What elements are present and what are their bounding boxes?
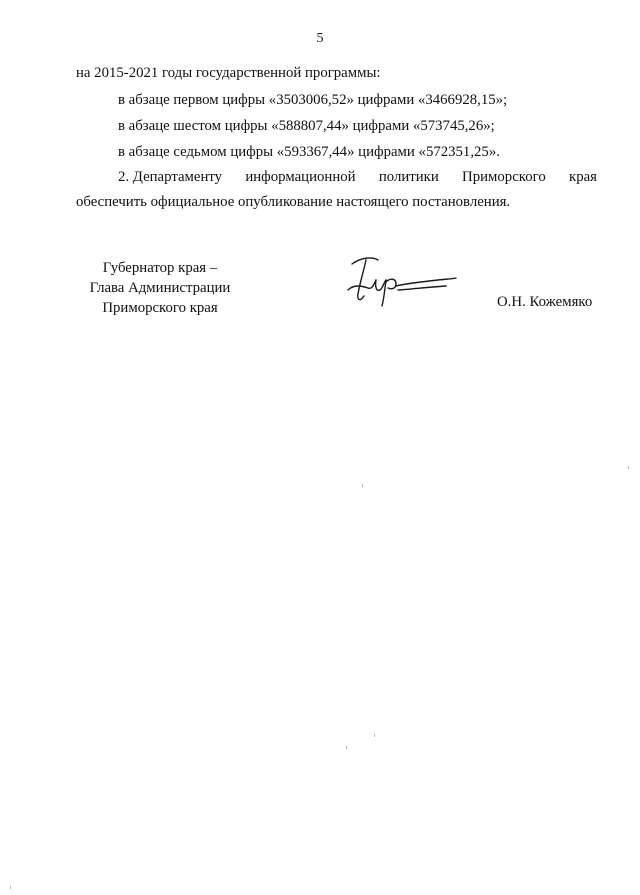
signatory-title-line: Приморского края [102,300,218,316]
signatory-title-line: Глава Администрации [89,280,231,296]
handwritten-signature [342,250,462,310]
paragraph-line-program: на 2015-2021 годы государственной программы: [76,65,381,81]
paragraph-line-abzac-seventh: в абзаце седьмом цифры «593367,44» цифрами «572351,25». [118,144,500,160]
word: политики [378,169,439,185]
word: информационной [245,169,356,185]
word: 2. Департаменту [118,169,223,185]
scan-speck [362,484,363,487]
paragraph-line-abzac-first: в абзаце первом цифры «3503006,52» цифрами «3466928,15»; [118,92,508,108]
word: края [569,169,597,185]
signatory-title-line: Губернатор края – [102,260,218,276]
paragraph-line-department [118,168,597,186]
scan-speck [374,734,375,737]
page-number: 5 [316,31,324,46]
word: Приморского [462,169,546,185]
scan-speck [346,746,347,749]
signatory-title [72,258,248,318]
paragraph-line-abzac-sixth: в абзаце шестом цифры «588807,44» цифрами «573745,26»; [118,118,495,134]
signer-name: О.Н. Кожемяко [497,294,593,310]
scan-speck [628,466,629,469]
scan-speck [10,886,11,889]
paragraph-line-publication: обеспечить официальное опубликование настоящего постановления. [76,194,511,210]
